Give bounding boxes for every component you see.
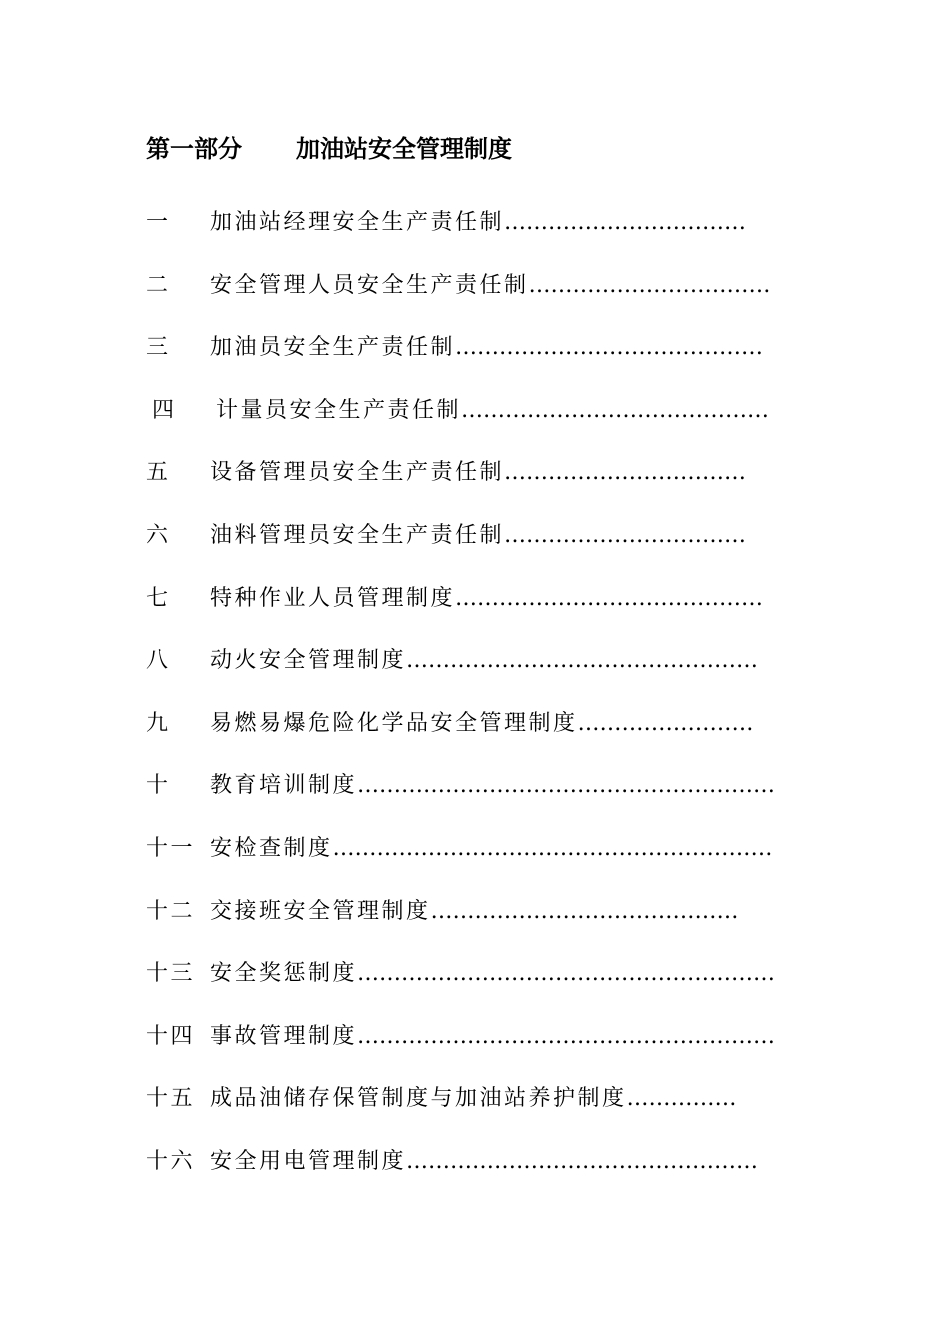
toc-entry-number: 十二 [146,898,196,924]
toc-entry-number: 七 [146,585,171,611]
toc-entry-number: 一 [146,210,171,235]
toc-leader-dots: ………………………………………………… [357,1023,776,1049]
toc-entry [146,643,806,706]
toc-entry-text: 加油员安全生产责任制 [210,335,456,361]
toc-entry-title [210,205,746,241]
toc-entry [146,1019,806,1082]
toc-entry-text: 易燃易爆危险化学品安全管理制度 [210,710,578,736]
toc-entry-title [210,455,746,491]
toc-entry [146,393,806,456]
toc-entry [146,330,806,393]
toc-leader-dots: …………………………… [504,210,747,235]
toc-entry-title [210,894,739,930]
toc-entry-title [210,1019,775,1055]
toc-entry-title [210,581,763,617]
toc-entry-title [210,268,771,304]
toc-entry-number: 二 [146,272,171,298]
toc-entry-number: 三 [146,335,171,361]
toc-entry-text: 安全奖惩制度 [210,961,358,987]
toc-entry-text: 成品油储存保管制度与加油站养护制度 [210,1086,627,1112]
toc-entry-title [216,393,769,429]
toc-leader-dots: …………………………… [528,272,771,298]
toc-leader-dots: …………………………………… [430,898,739,924]
heading-part-label: 第一部分 [146,135,242,163]
toc-leader-dots: ………………………………………………… [357,773,776,799]
toc-entry-text: 交接班安全管理制度 [210,898,431,924]
toc-entry [146,831,806,894]
toc-leader-dots: ………………………………………… [406,1148,759,1174]
toc-entry-title [210,1144,758,1180]
toc-entry-text: 设备管理员安全生产责任制 [210,460,505,486]
table-of-contents [146,205,806,1207]
toc-leader-dots: …………………………………… [455,585,764,611]
toc-leader-dots: …………………………… [504,522,747,548]
toc-entry [146,768,806,831]
toc-entry [146,581,806,644]
toc-leader-dots: …………………………… [504,460,747,486]
toc-entry [146,956,806,1019]
toc-entry [146,706,806,769]
toc-entry-title [210,831,773,867]
toc-entry-text: 加油站经理安全生产责任制 [210,210,505,235]
toc-entry-title [210,643,758,679]
toc-leader-dots: …………………………………………………… [332,835,773,861]
toc-entry-number: 九 [146,710,171,736]
toc-entry-number: 十五 [146,1086,196,1112]
toc-entry [146,518,806,581]
toc-entry-text: 安检查制度 [210,835,333,861]
toc-entry-number: 八 [146,648,171,674]
toc-entry-number: 十三 [146,961,196,987]
toc-entry-number: 十一 [146,835,196,861]
toc-entry-title [210,768,775,804]
toc-entry-text: 教育培训制度 [210,773,358,799]
toc-entry-title [210,1081,737,1117]
toc-leader-dots: …………………………………… [461,397,770,423]
toc-leader-dots: ………………………………………………… [357,961,776,987]
toc-entry-title [210,330,763,366]
toc-entry [146,1144,806,1207]
heading-title: 加油站安全管理制度 [296,135,512,163]
toc-entry [146,1081,806,1144]
toc-leader-dots: …………………………………… [455,335,764,361]
toc-entry-title [210,956,775,992]
toc-entry [146,455,806,518]
toc-entry-text: 特种作业人员管理制度 [210,585,456,611]
toc-entry-title [210,518,746,554]
toc-entry-title [210,706,754,742]
toc-entry-text: 安全管理人员安全生产责任制 [210,272,529,298]
toc-leader-dots: ………………………………………… [406,648,759,674]
toc-entry-text: 事故管理制度 [210,1023,358,1049]
toc-entry-text: 安全用电管理制度 [210,1148,407,1174]
toc-entry [146,205,806,268]
toc-entry-number: 四 [152,397,177,423]
toc-entry-number: 十 [146,773,171,799]
toc-entry [146,268,806,331]
toc-entry-number: 五 [146,460,171,486]
toc-entry-number: 十四 [146,1023,196,1049]
toc-entry-text: 动火安全管理制度 [210,648,407,674]
toc-entry-number: 十六 [146,1148,196,1174]
toc-entry-text: 油料管理员安全生产责任制 [210,522,505,548]
section-heading [146,132,512,166]
toc-entry-number: 六 [146,522,171,548]
toc-entry-text: 计量员安全生产责任制 [216,397,462,423]
toc-entry [146,894,806,957]
toc-leader-dots: …………………… [577,710,754,736]
toc-leader-dots: …………… [626,1086,737,1112]
